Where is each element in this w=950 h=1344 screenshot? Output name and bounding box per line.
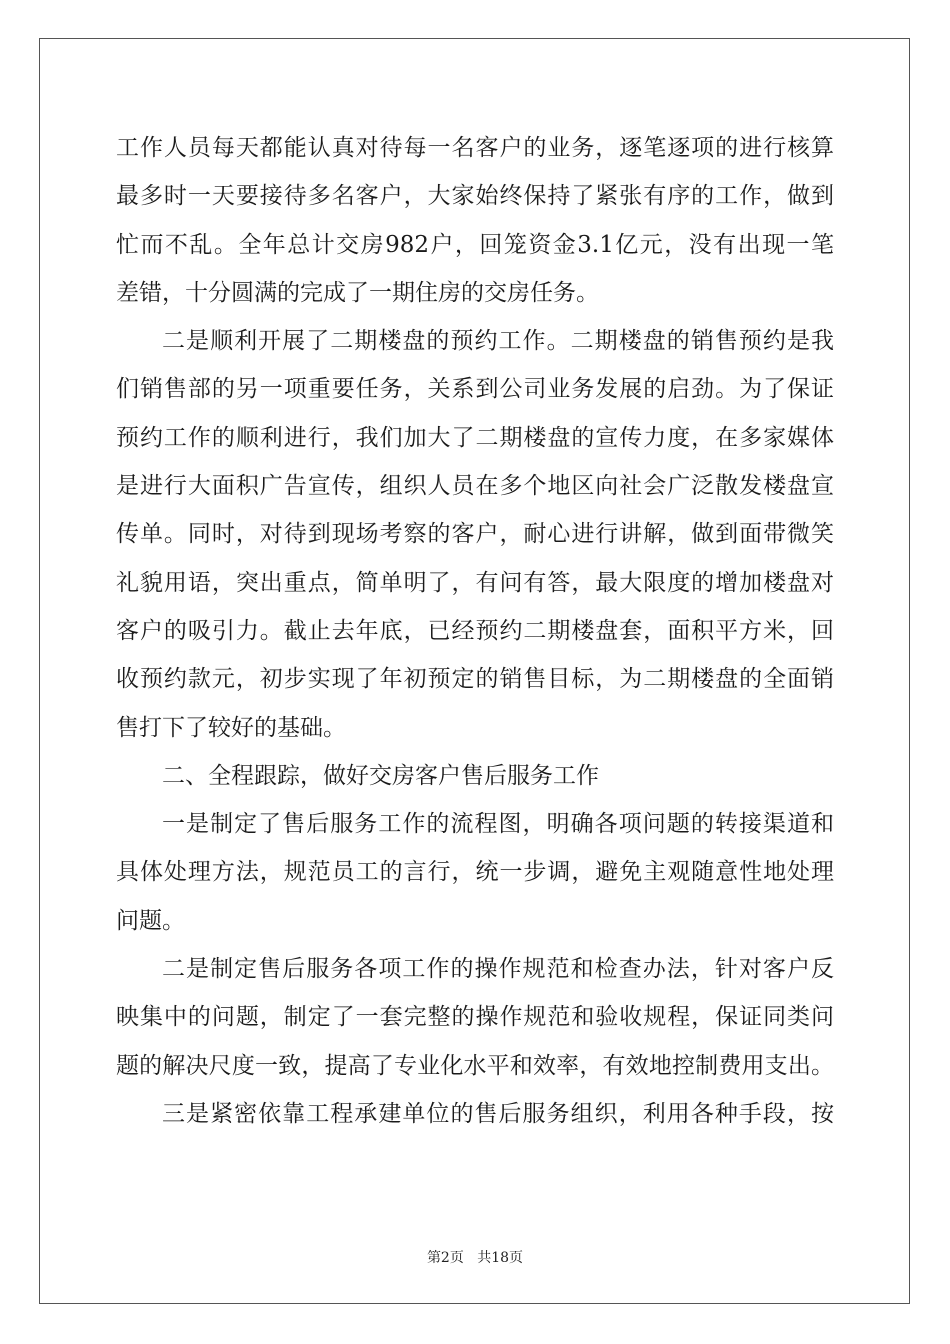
page-footer xyxy=(0,1247,950,1267)
text-line: 最多时一天要接待多名客户，大家始终保持了紧张有序的工作，做到 xyxy=(116,183,834,210)
text-line: 问题。 xyxy=(116,907,185,934)
text-line: 们销售部的另一项重要任务，关系到公司业务发展的启劲。为了保证 xyxy=(116,376,834,403)
text-line: 映集中的问题，制定了一套完整的操作规范和验收规程，保证同类问 xyxy=(116,1004,834,1031)
text-line: 预约工作的顺利进行，我们加大了二期楼盘的宣传力度，在多家媒体 xyxy=(116,424,834,451)
page-total: 共18页 xyxy=(477,1250,524,1266)
page-number: 第2页 xyxy=(426,1250,464,1266)
text-line: 二是顺利开展了二期楼盘的预约工作。二期楼盘的销售预约是我 xyxy=(162,328,834,355)
text-line: 礼貌用语，突出重点，简单明了，有问有答，最大限度的增加楼盘对 xyxy=(116,569,834,596)
text-line: 二是制定售后服务各项工作的操作规范和检查办法，针对客户反 xyxy=(162,956,834,983)
text-line: 工作人员每天都能认真对待每一名客户的业务，逐笔逐项的进行核算 xyxy=(116,135,834,161)
text-line: 传单。同时，对待到现场考察的客户，耐心进行讲解，做到面带微笑 xyxy=(116,521,834,548)
text-line: 收预约款元，初步实现了年初预定的销售目标，为二期楼盘的全面销 xyxy=(116,666,834,693)
text-line: 客户的吸引力。截止去年底，已经预约二期楼盘套，面积平方米，回 xyxy=(116,617,834,644)
text-line: 忙而不乱。全年总计交房982户，回笼资金3.1亿元，没有出现一笔 xyxy=(116,231,834,258)
text-line: 售打下了较好的基础。 xyxy=(116,714,346,741)
text-line: 三是紧密依靠工程承建单位的售后服务组织，利用各种手段，按 xyxy=(162,1100,834,1127)
document-body xyxy=(116,124,834,1138)
text-line: 差错，十分圆满的完成了一期住房的交房任务。 xyxy=(116,279,599,306)
text-line: 具体处理方法，规范员工的言行，统一步调，避免主观随意性地处理 xyxy=(116,859,834,886)
text-line: 题的解决尺度一致，提高了专业化水平和效率，有效地控制费用支出。 xyxy=(116,1052,834,1079)
text-line: 是进行大面积广告宣传，组织人员在多个地区向社会广泛散发楼盘宣 xyxy=(116,473,834,500)
text-line: 二、全程跟踪，做好交房客户售后服务工作 xyxy=(162,762,599,789)
text-line: 一是制定了售后服务工作的流程图，明确各项问题的转接渠道和 xyxy=(162,811,834,838)
